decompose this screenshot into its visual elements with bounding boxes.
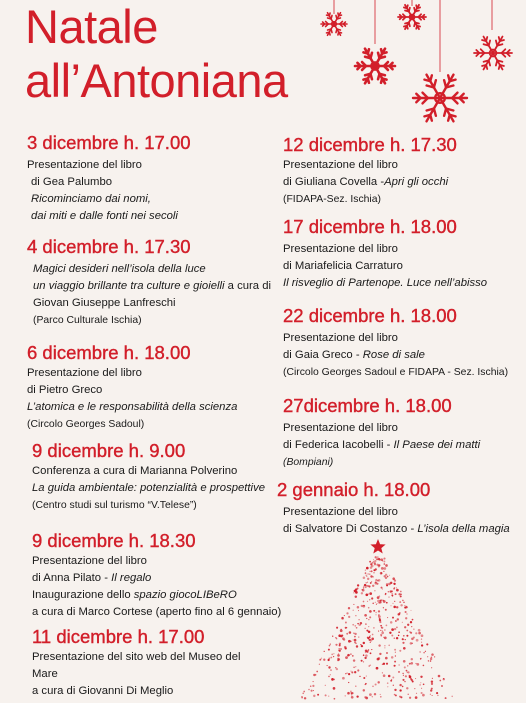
event-book-title: Il Paese dei matti (393, 439, 481, 451)
event-line: Conferenza a cura di Marianna Polverino (32, 465, 238, 477)
event-organizer: (FIDAPA-Sez. Ischia) (283, 194, 381, 205)
event-line: Mare (32, 668, 58, 680)
event-12-dicembre (283, 134, 457, 208)
event-line: Giovan Giuseppe Lanfreschi (33, 297, 176, 309)
event-date: 6 dicembre h. 18.00 (27, 342, 191, 363)
event-line: di Gaia Greco - (283, 349, 363, 361)
event-book-title: dai miti e dalle fonti nei secoli (31, 210, 178, 222)
event-line: di Mariafelicia Carraturo (283, 260, 403, 272)
event-line: di Gea Palumbo (31, 176, 113, 188)
event-organizer: (Parco Culturale Ischia) (33, 315, 142, 326)
event-date: 12 dicembre h. 17.30 (283, 134, 457, 155)
event-line: di Anna Pilato - (32, 572, 112, 584)
event-line: Presentazione del libro (283, 243, 398, 255)
event-line: Presentazione del libro (32, 555, 147, 567)
event-2-gennaio (277, 479, 510, 538)
event-book-title: L’isola della magia (417, 523, 510, 535)
event-27-dicembre (283, 395, 480, 471)
christmas-tree-icon (298, 533, 458, 703)
event-date: 4 dicembre h. 17.30 (27, 236, 191, 257)
event-11-dicembre (32, 626, 241, 700)
event-line: a cura di Marco Cortese (aperto fino al 6 gennaio) (32, 606, 282, 618)
event-3-dicembre (27, 132, 191, 225)
snowflake-icon (474, 37, 512, 70)
event-date: 22 dicembre h. 18.00 (283, 305, 457, 326)
event-line: Presentazione del libro (283, 159, 398, 171)
event-line: Presentazione del sito web del Museo del (32, 651, 241, 663)
event-organizer: (Circolo Georges Sadoul) (27, 419, 145, 430)
event-6-dicembre (27, 342, 237, 433)
title-line-1: Natale (25, 0, 158, 53)
event-date: 3 dicembre h. 17.00 (27, 132, 191, 153)
event-line: Presentazione del libro (27, 159, 142, 171)
event-date: 27dicembre h. 18.00 (283, 395, 452, 416)
event-date: 17 dicembre h. 18.00 (283, 216, 457, 237)
event-book-title: Ricominciamo dai nomi, (31, 193, 151, 205)
star-icon (370, 539, 385, 554)
event-line: Presentazione del libro (283, 422, 398, 434)
event-publisher: (Bompiani) (283, 457, 334, 468)
event-line: Presentazione del libro (283, 506, 398, 518)
event-line: La guida ambientale: potenzialità e prospettive (32, 482, 265, 494)
event-line: di Federica Iacobelli - (283, 439, 394, 451)
title-line-2: all’Antoniana (25, 54, 288, 107)
event-line: di Salvatore Di Costanzo - (283, 523, 418, 535)
event-line: un viaggio brillante tra culture e gioielli (33, 280, 225, 292)
event-organizer: (Circolo Georges Sadoul e FIDAPA - Sez. Ischia) (283, 367, 509, 378)
event-organizer: (Centro studi sul turismo “V.Telese”) (32, 500, 197, 511)
snowflake-icon (355, 49, 395, 84)
event-line: Magici desideri nell’isola della luce (33, 263, 206, 275)
event-22-dicembre (283, 305, 508, 381)
event-book-title: Il regalo (111, 572, 152, 584)
event-line: Presentazione del libro (27, 367, 142, 379)
event-line: Inaugurazione dello (32, 589, 134, 601)
snowflake-icon (0, 0, 526, 130)
snowflake-icon (321, 13, 347, 36)
event-9-dicembre-mattina (32, 440, 265, 514)
event-line: di Pietro Greco (27, 384, 103, 396)
event-book-title: L’atomica e le responsabilità della scienza (27, 401, 238, 413)
event-book-title: Apri gli occhi (384, 176, 449, 188)
event-date: 9 dicembre h. 18.30 (32, 530, 196, 551)
event-book-title: Rose di sale (362, 349, 425, 361)
event-4-dicembre (27, 236, 271, 329)
snowflake-icon (398, 5, 426, 29)
event-line: Presentazione del libro (283, 332, 398, 344)
event-book-title: Il risveglio di Partenope. Luce nell’abisso (283, 277, 488, 289)
event-line: a cura di (224, 280, 271, 292)
event-line: a cura di Giovanni Di Meglio (32, 685, 174, 697)
event-17-dicembre (283, 216, 487, 292)
event-date: 9 dicembre h. 9.00 (32, 440, 186, 461)
event-line: di Giuliana Covella - (283, 176, 385, 188)
event-9-dicembre-sera (32, 530, 281, 621)
event-date: 11 dicembre h. 17.00 (32, 626, 205, 647)
event-space-name: spazio giocoLIBeRO (133, 589, 237, 601)
snowflake-icon (413, 75, 467, 122)
event-date: 2 gennaio h. 18.00 (277, 479, 431, 500)
